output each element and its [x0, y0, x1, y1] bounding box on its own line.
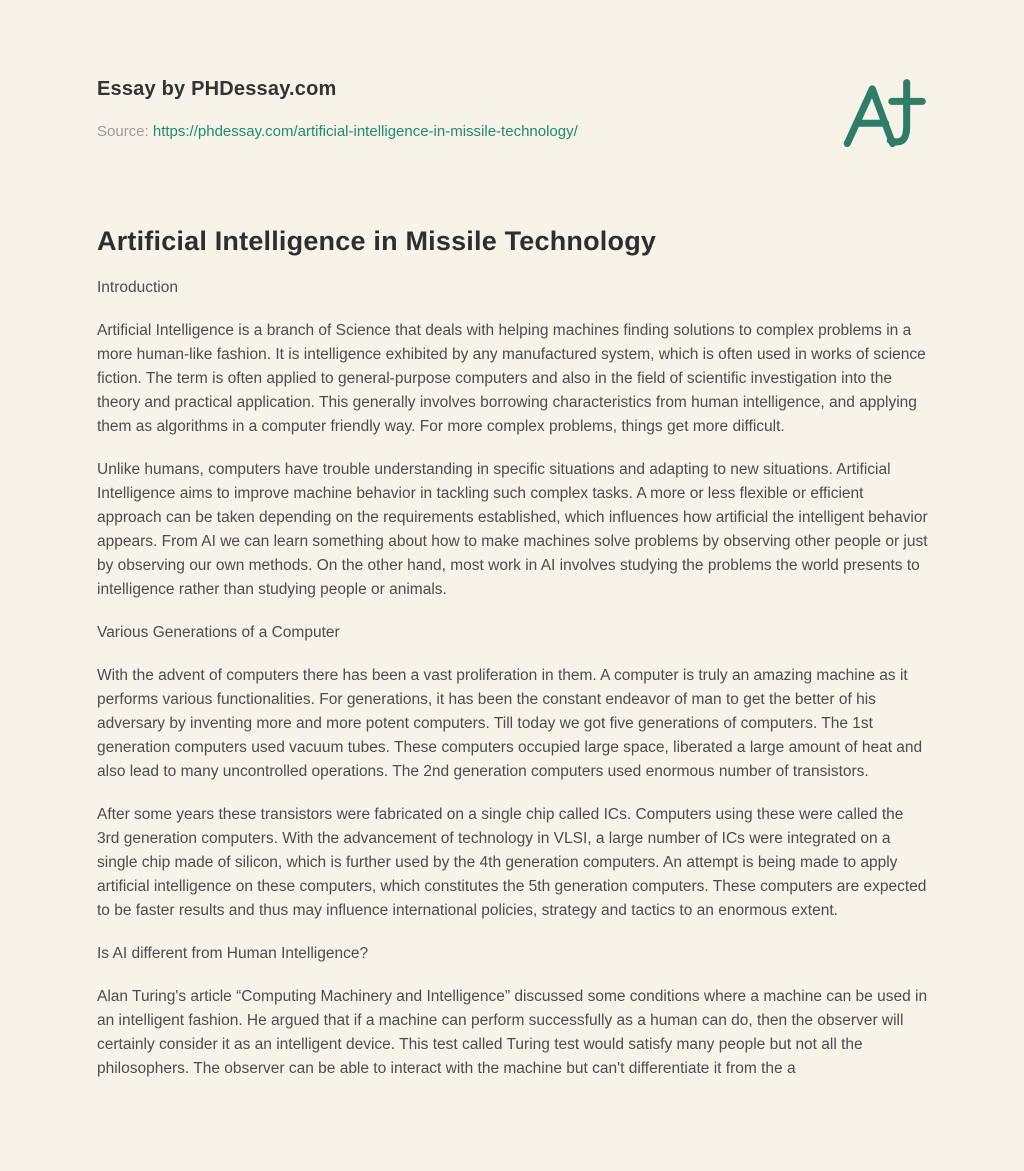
- section-heading: Various Generations of a Computer: [97, 624, 340, 641]
- source-line: [97, 123, 927, 140]
- page-title: Artificial Intelligence in Missile Technology: [97, 226, 657, 256]
- article-body: [97, 276, 929, 1081]
- site-title: Essay by PHDessay.com: [97, 78, 337, 100]
- a-plus-logo-icon: [841, 72, 927, 162]
- paragraph: After some years these transistors were fabricated on a single chip called ICs. Computers using these were called the 3rd generation computers. With the advancement of technology in VLSI, a large number of ICs were integrated on a single chip made of silicon, which is further used by the 4th generation computers. An attempt is being made to apply artificial intelligence on these computers, which constitutes the 5th generation computers. These computers are expected to be faster results and thus may influence international policies, strategy and tactics to an enormous extent.: [97, 806, 927, 919]
- paragraph: With the advent of computers there has been a vast proliferation in them. A computer is truly an amazing machine as it performs various functionalities. For generations, it has been the constant endeavor of man to get the better of his adversary by inventing more and more potent computers. Till today we got five generations of computers. The 1st generation computers used vacuum tubes. These computers occupied large space, liberated a large amount of heat and also lead to many uncontrolled operations. The 2nd generation computers used enormous number of transistors.: [97, 667, 923, 780]
- source-label: Source:: [97, 123, 149, 140]
- paragraph: Artificial Intelligence is a branch of Science that deals with helping machines finding solutions to complex problems in a more human-like fashion. It is intelligence exhibited by any manufactured system, which is often used in works of science fiction. The term is often applied to general-purpose computers and also in the field of scientific investigation into the theory and practical application. This generally involves borrowing characteristics from human intelligence, and applying them as algorithms in a computer friendly way. For more complex problems, things get more difficult.: [97, 322, 926, 435]
- section-heading: Introduction: [97, 279, 178, 296]
- paragraph: Unlike humans, computers have trouble understanding in specific situations and adapting to new situations. Artificial Intelligence aims to improve machine behavior in tackling such complex tasks. A more or less flexible or efficient approach can be taken depending on the requirements established, which influences how artificial the intelligent behavior appears. From AI we can learn something about how to make machines solve problems by observing other people or just by observing our own methods. On the other hand, most work in AI involves studying the problems the world presents to intelligence rather than studying people or animals.: [97, 461, 928, 598]
- paragraph: Alan Turing's article “Computing Machinery and Intelligence” discussed some conditions where a machine can be used in an intelligent fashion. He argued that if a machine can perform successfully as a human can do, then the observer will certainly consider it as an intelligent device. This test called Turing test would satisfy many people but not all the philosophers. The observer can be able to interact with the machine but can't differentiate it from the a: [97, 988, 928, 1077]
- section-heading: Is AI different from Human Intelligence?: [97, 945, 369, 962]
- source-url-link[interactable]: https://phdessay.com/artificial-intelligence-in-missile-technology/: [152, 123, 578, 140]
